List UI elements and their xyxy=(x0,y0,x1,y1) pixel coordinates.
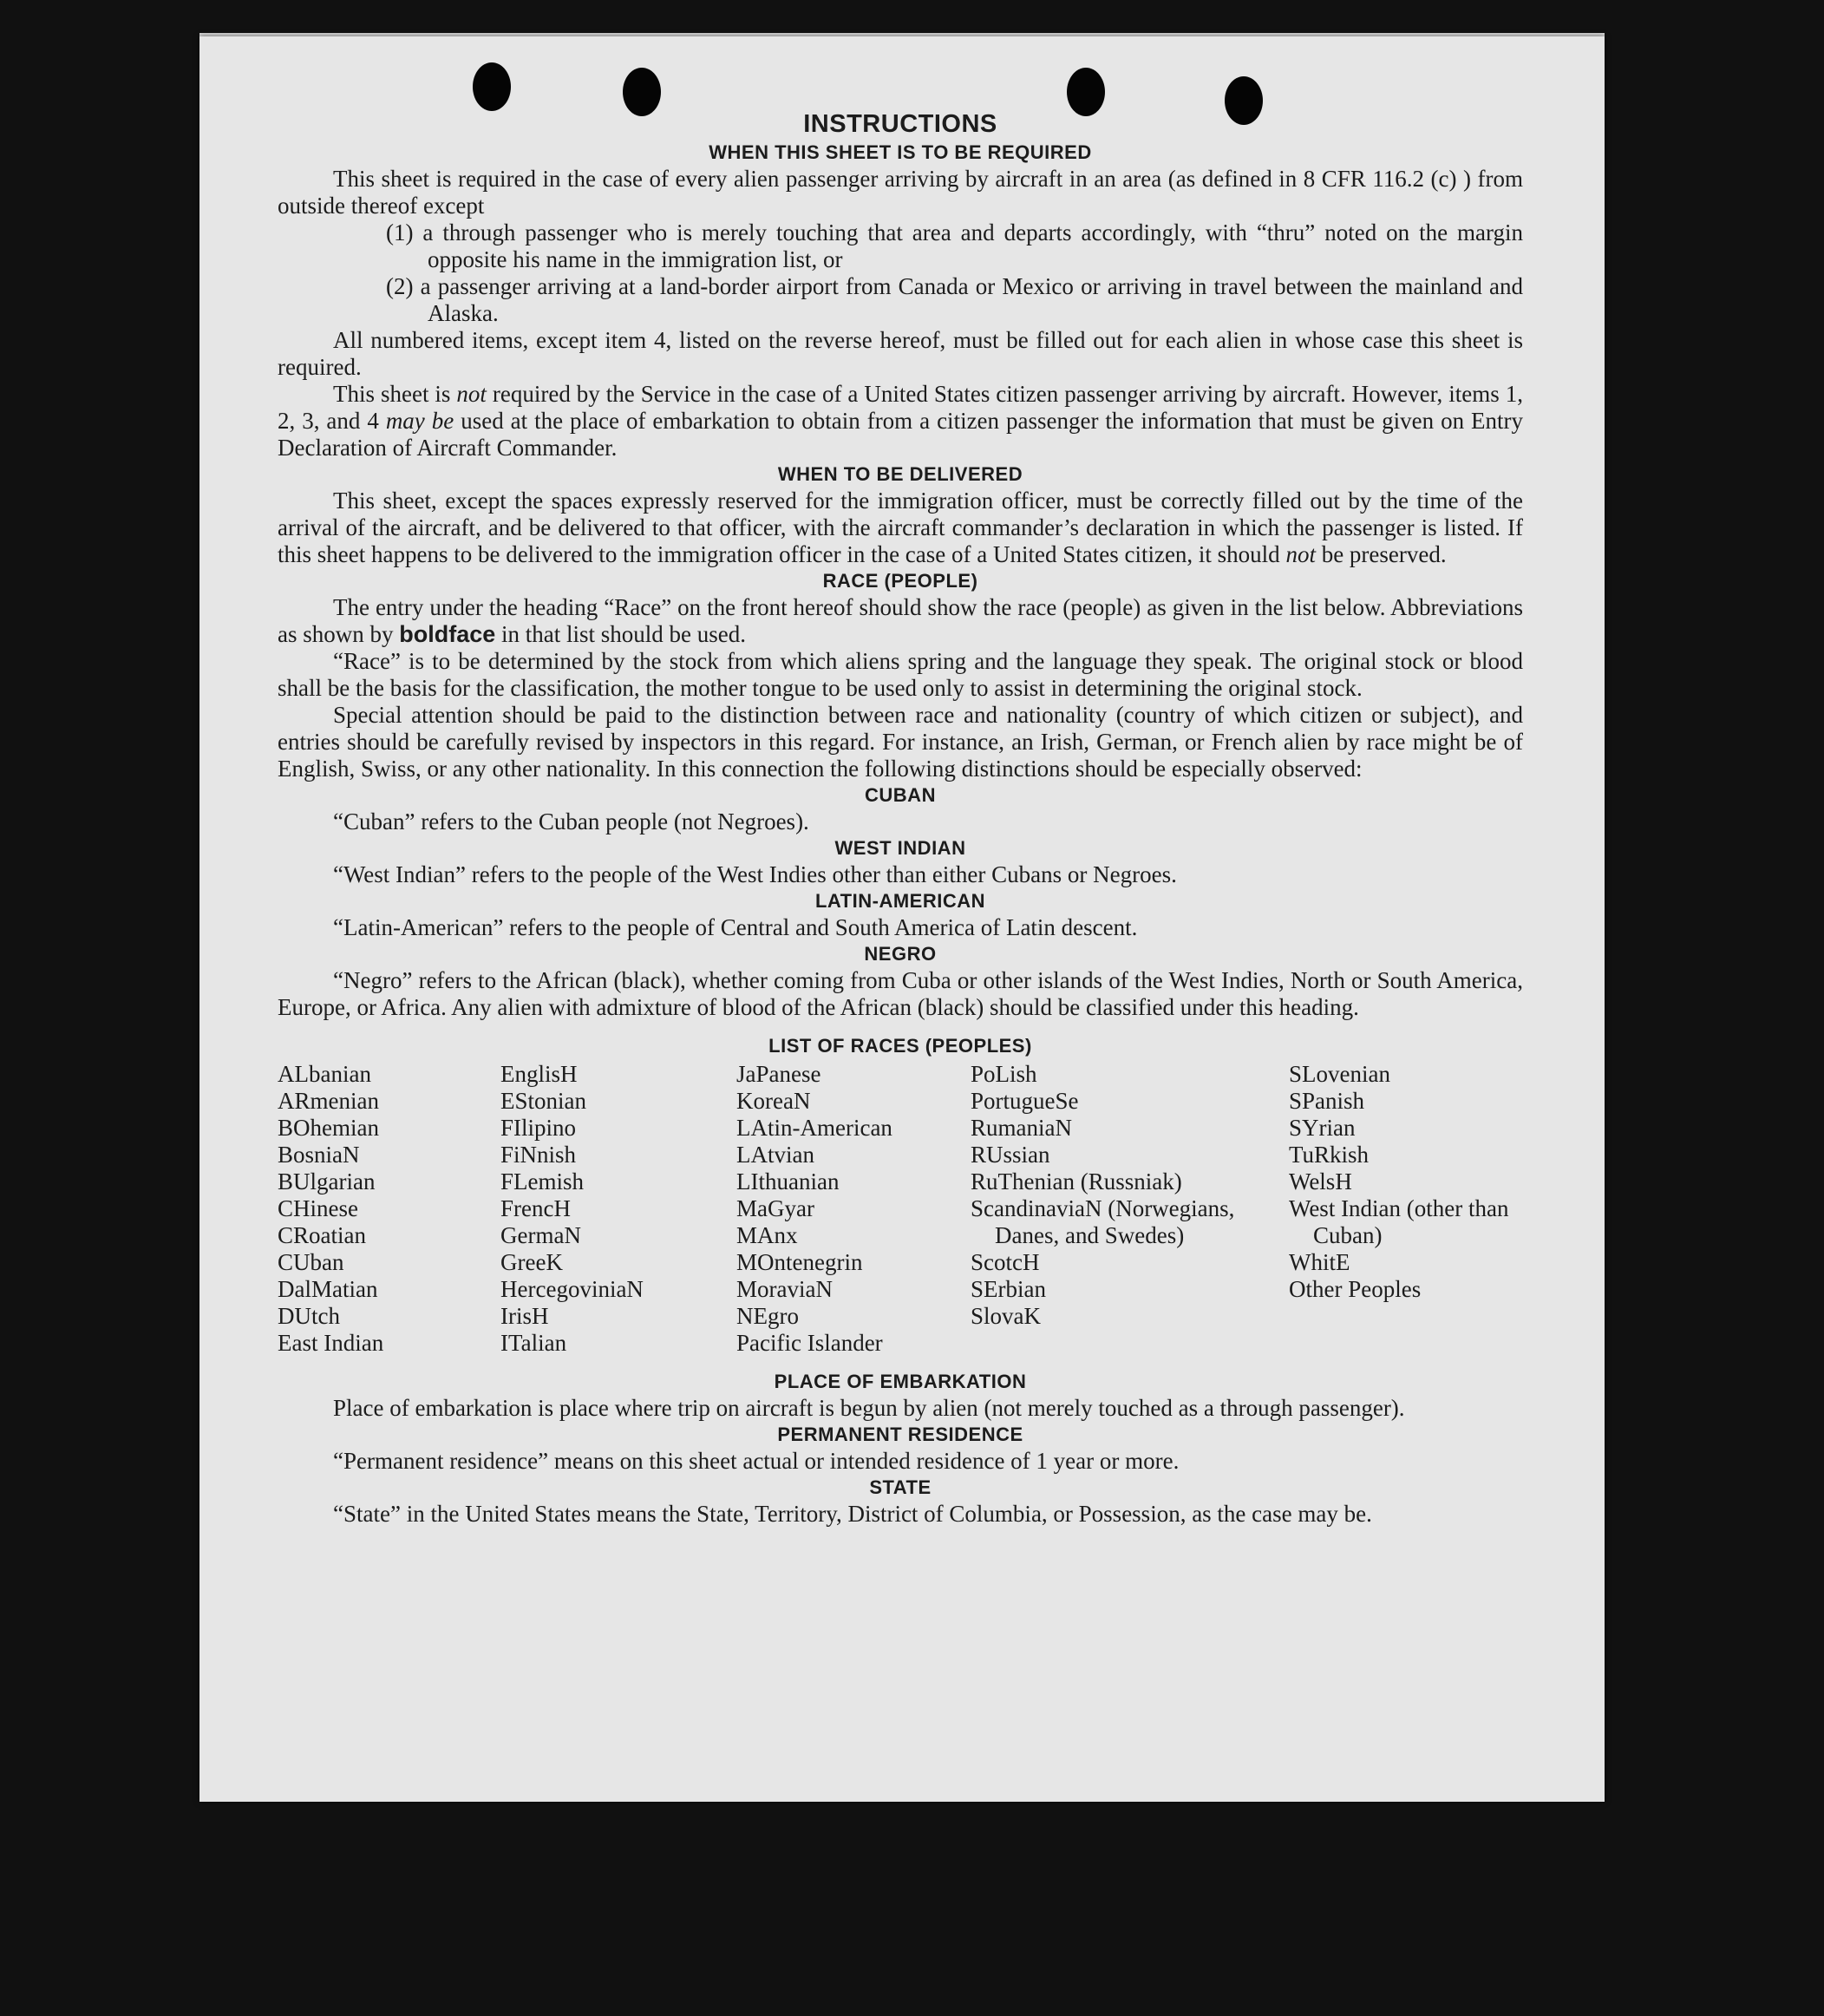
race-entry: RUssian xyxy=(971,1142,1050,1168)
race-entry: SLovenian xyxy=(1289,1061,1390,1087)
race-entry: EStonian xyxy=(500,1088,586,1114)
races-column-2 xyxy=(500,1061,736,1357)
race-entry: LAtvian xyxy=(736,1142,814,1168)
race-entry: WhitE xyxy=(1289,1249,1350,1275)
heading-list-of-races: LIST OF RACES (PEOPLES) xyxy=(768,1035,1032,1057)
race-entry: DUtch xyxy=(278,1303,340,1329)
race-entry: FIlipino xyxy=(500,1115,577,1141)
heading-when-required: WHEN THIS SHEET IS TO BE REQUIRED xyxy=(709,141,1092,163)
race-entry: HercegoviniaN xyxy=(500,1276,644,1302)
race-entry: MAnx xyxy=(736,1222,798,1248)
race-entry: ScandinaviaN (Norwegians, Danes, and Swedes) xyxy=(971,1195,1235,1248)
page-title: INSTRUCTIONS xyxy=(803,110,997,138)
race-entry: ScotcH xyxy=(971,1249,1040,1275)
races-column-3 xyxy=(736,1061,971,1357)
race-entry: ALbanian xyxy=(278,1061,371,1087)
race-entry: ARmenian xyxy=(278,1088,379,1114)
heading-permanent-residence: PERMANENT RESIDENCE xyxy=(777,1424,1023,1445)
emphasis-boldface: boldface xyxy=(399,621,496,647)
races-list xyxy=(278,1061,1523,1357)
race-entry: NEgro xyxy=(736,1303,799,1329)
race-entry: CUban xyxy=(278,1249,344,1275)
race-entry: KoreaN xyxy=(736,1088,811,1114)
embarkation-text: Place of embarkation is place where trip on aircraft is begun by alien (not merely touched as a through passenger). xyxy=(333,1395,1405,1421)
race-entry: GreeK xyxy=(500,1249,563,1275)
race-entry: West Indian (other than Cuban) xyxy=(1289,1195,1509,1248)
heading-west-indian: WEST INDIAN xyxy=(834,837,966,859)
required-intro: This sheet is required in the case of every alien passenger arriving by aircraft in an area (as defined in 8 CFR 116.2 (c) ) from outside thereof except xyxy=(278,166,1523,219)
race-entry: GermaN xyxy=(500,1222,581,1248)
race-entry: Pacific Islander xyxy=(736,1330,883,1356)
races-column-5 xyxy=(1289,1061,1523,1357)
punch-hole xyxy=(473,62,511,111)
race-entry: PortugueSe xyxy=(971,1088,1079,1114)
race-entry: CRoatian xyxy=(278,1222,366,1248)
required-para-3: This sheet is not required by the Service in the case of a United States citizen passenger arriving by aircraft. However, items 1, 2, 3, and 4 may be used at the place of embarkation to obtain from a citizen passenger the information that must be given on Entry Declaration of Aircraft Commander. xyxy=(278,381,1524,461)
race-entry: FiNnish xyxy=(500,1142,577,1168)
race-entry: MOntenegrin xyxy=(736,1249,863,1275)
heading-cuban: CUBAN xyxy=(865,784,936,806)
race-entry: BosniaN xyxy=(278,1142,360,1168)
race-entry: LIthuanian xyxy=(736,1168,840,1195)
heading-place-of-embarkation: PLACE OF EMBARKATION xyxy=(774,1371,1027,1392)
cuban-text: “Cuban” refers to the Cuban people (not Negroes). xyxy=(333,808,809,835)
race-entry: JaPanese xyxy=(736,1061,821,1087)
required-para-2: All numbered items, except item 4, listed on the reverse hereof, must be filled out for each alien in whose case this sheet is required. xyxy=(278,327,1523,380)
race-entry: DalMatian xyxy=(278,1276,378,1302)
race-entry: RumaniaN xyxy=(971,1115,1072,1141)
heading-latin-american: LATIN-AMERICAN xyxy=(814,890,985,912)
race-entry: RuThenian (Russniak) xyxy=(971,1168,1182,1195)
race-entry: Other Peoples xyxy=(1289,1276,1422,1302)
race-entry: MaGyar xyxy=(736,1195,814,1221)
race-entry: BOhemian xyxy=(278,1115,379,1141)
residence-text: “Permanent residence” means on this sheet actual or intended residence of 1 year or more. xyxy=(333,1448,1180,1474)
race-entry: EnglisH xyxy=(500,1061,578,1087)
state-text: “State” in the United States means the State, Territory, District of Columbia, or Possession, as the case may be. xyxy=(333,1501,1372,1527)
race-entry: TuRkish xyxy=(1289,1142,1370,1168)
heading-when-delivered: WHEN TO BE DELIVERED xyxy=(777,463,1023,485)
delivered-text: This sheet, except the spaces expressly reserved for the immigration officer, must be correctly filled out by the time of the arrival of the aircraft, and be delivered to that officer, with the aircraft commander’s declaration in which the passenger is listed. If this sheet happens to be delivered to the immigration officer in the case of a United States citizen, it should not be preserved. xyxy=(278,488,1523,567)
west-indian-text: “West Indian” refers to the people of the West Indies other than either Cubans or Negroes. xyxy=(333,861,1177,887)
heading-negro: NEGRO xyxy=(864,943,937,965)
race-entry: IrisH xyxy=(500,1303,549,1329)
instructions-content xyxy=(278,108,1523,1528)
race-entry: FLemish xyxy=(500,1168,585,1195)
race-entry: PoLish xyxy=(971,1061,1037,1087)
negro-text: “Negro” refers to the African (black), whether coming from Cuba or other islands of the West Indies, North or South America, Europe, or Africa. Any alien with admixture of blood of the African (black) should be classified under this heading. xyxy=(278,967,1523,1020)
exception-item-2: (2) a passenger arriving at a land-border airport from Canada or Mexico or arriving in travel between the mainland and Alaska. xyxy=(386,273,1523,326)
exception-item-1: (1) a through passenger who is merely touching that area and departs accordingly, with “thru” noted on the margin opposite his name in the immigration list, or xyxy=(386,219,1523,272)
race-entry: SErbian xyxy=(971,1276,1046,1302)
race-entry: SPanish xyxy=(1289,1088,1365,1114)
races-column-1 xyxy=(278,1061,500,1357)
race-entry: BUlgarian xyxy=(278,1168,376,1195)
race-entry: WelsH xyxy=(1289,1168,1352,1195)
race-para-2: “Race” is to be determined by the stock from which aliens spring and the language they speak. The original stock or blood shall be the basis for the classification, the mother tongue to be used only to assist in determining the original stock. xyxy=(278,648,1523,701)
race-entry: MoraviaN xyxy=(736,1276,833,1302)
heading-state: STATE xyxy=(869,1476,932,1498)
emphasis-may-be: may be xyxy=(385,408,454,434)
race-entry: SlovaK xyxy=(971,1303,1041,1329)
emphasis-not: not xyxy=(456,381,487,407)
race-para-3: Special attention should be paid to the distinction between race and nationality (country of which citizen or subject), and entries should be carefully revised by inspectors in this regard. For instance, an Irish, German, or French alien by race might be of English, Swiss, or any other nationality. In this connection the following distinctions should be especially observed: xyxy=(278,702,1523,782)
races-column-4 xyxy=(971,1061,1289,1357)
latin-american-text: “Latin-American” refers to the people of Central and South America of Latin descent. xyxy=(333,914,1138,940)
race-entry: East Indian xyxy=(278,1330,384,1356)
race-entry: CHinese xyxy=(278,1195,358,1221)
race-entry: ITalian xyxy=(500,1330,567,1356)
emphasis-not: not xyxy=(1285,541,1316,567)
race-entry: FrencH xyxy=(500,1195,571,1221)
race-entry: LAtin-American xyxy=(736,1115,892,1141)
race-entry: SYrian xyxy=(1289,1115,1356,1141)
race-para-1: The entry under the heading “Race” on the front hereof should show the race (people) as given in the list below. Abbreviations as shown by boldface in that list should be used. xyxy=(278,594,1523,647)
heading-race: RACE (PEOPLE) xyxy=(822,570,978,592)
